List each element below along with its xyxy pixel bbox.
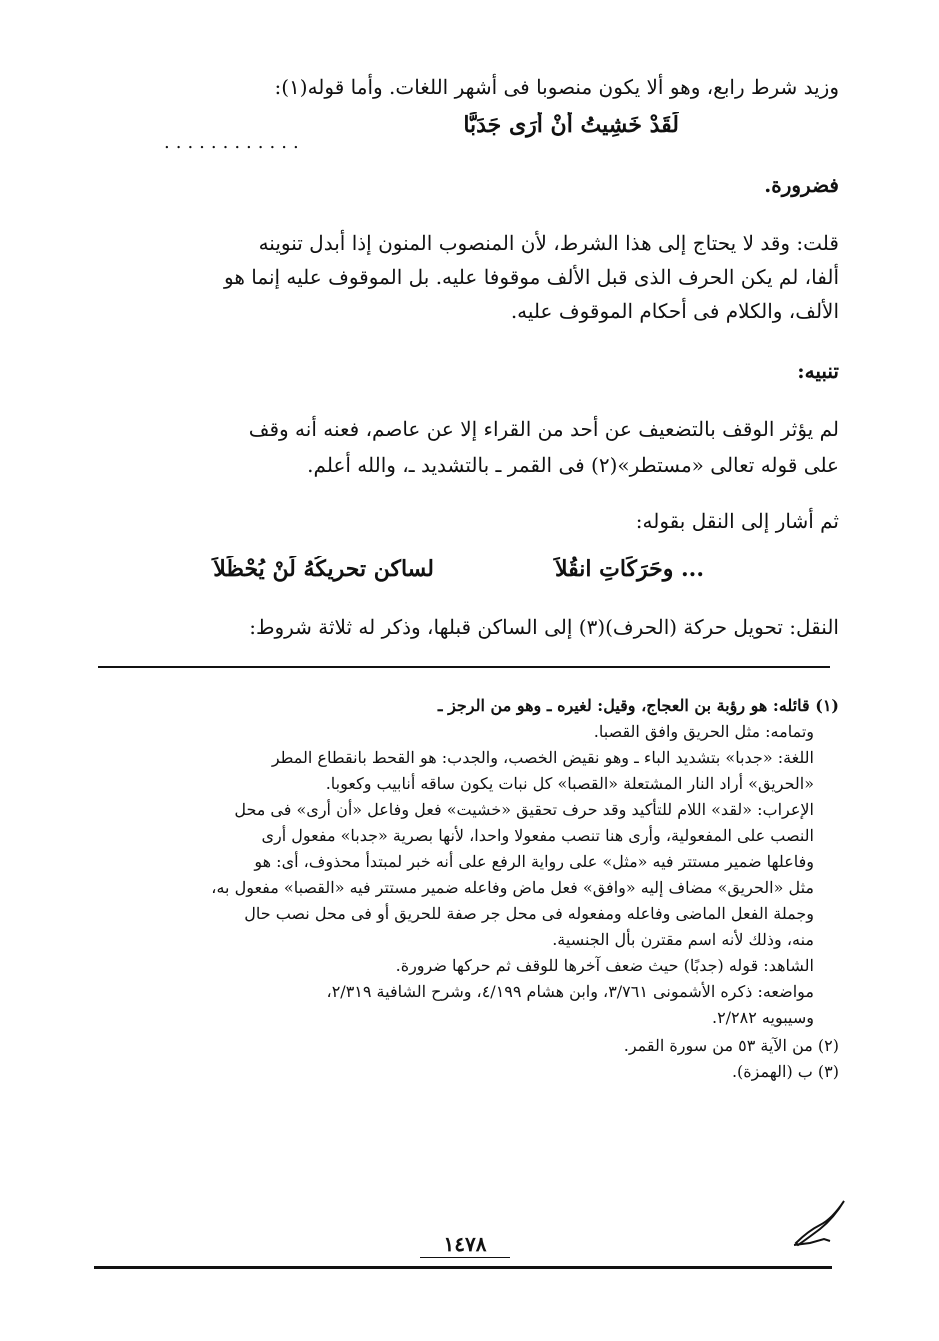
footnote-1-line-7: وفاعلها ضمير مستتر فيه «مثل» على رواية الرفع على أنه خبر لمبتدأ محذوف، أى: هو: [254, 852, 814, 871]
verse-2-right: ... وحَرَكَاتِ انقُلاَ: [554, 556, 704, 582]
footnote-1-line-10: منه، وذلك لأنه اسم مقترن بأل الجنسية.: [552, 930, 814, 949]
verse-2-left: لساكنٍ تحريكُهُ لَنْ يُحْظَلاَ: [213, 556, 434, 582]
footnote-1-line-13: وسيبويه ٢/٢٨٢.: [711, 1008, 814, 1027]
footnote-1-line-3: اللغة: «جدبا» بتشديد الباء ـ وهو نقيض الخصب، والجدب: هو القحط بانقطاع المطر: [271, 748, 814, 767]
para1-line-1: قلت: وقد لا يحتاج إلى هذا الشرط، لأن المنصوب المنون إذا أبدل تنوينه: [258, 231, 839, 255]
bottom-rule: [94, 1266, 832, 1269]
footnote-2: (٢) من الآية ٥٣ من سورة القمر.: [623, 1036, 839, 1055]
footnote-1-line-11: الشاهد: قوله (جدبًا) حيث ضعف آخرها للوقف ثم حركها ضرورة.: [395, 956, 814, 975]
body-line-1: وزيد شرط رابع، وهو ألا يكون منصوبا فى أشهر اللغات. وأما قوله(١):: [274, 75, 839, 99]
para1-line-3: الألف، والكلام فى أحكام الموقوف عليه.: [510, 299, 839, 323]
page-number-underline: [420, 1257, 510, 1258]
footnote-1-line-5: الإعراب: «لقد» اللام للتأكيد وقد حرف تحقيق «خشيت» فعل وفاعل «أن أرى» فى محل: [234, 800, 814, 819]
body-line-2: فضرورة.: [764, 173, 839, 197]
para1-line-2: ألفا، لم يكن الحرف الذى قبل الألف موقوفا عليه. بل الموقوف عليه إنما هو: [224, 265, 839, 289]
footnote-1-line-4: «الحريق» أراد النار المشتعلة «القصبا» كل نبات يكون ساقه أنابيب وكعوبا.: [325, 774, 814, 793]
para4-line: النقل: تحويل حركة (الحرف)(٣) إلى الساكن قبلها، وذكر له ثلاثة شروط:: [249, 615, 839, 639]
footnote-1-line-2: وتمامه: مثل الحريق وافق القصبا.: [593, 722, 814, 741]
footnote-1-line-1: (١) قائله: هو رؤبة بن العجاج، وقيل: لغيره ـ وهو من الرجز ـ: [437, 696, 839, 715]
quill-signature-icon: [790, 1195, 850, 1255]
footnote-3: (٣) ب (الهمزة).: [731, 1062, 839, 1081]
para2-line-2: على قوله تعالى «مستطر»(٢) فى القمر ـ بالتشديد ـ، والله أعلم.: [307, 453, 839, 477]
heading-tanbih: تنبيه:: [797, 359, 839, 383]
footnote-1-line-8: مثل «الحريق» مضاف إليه «وافق» فعل ماض وفاعله ضمير مستتر فيه «القصبا» مفعول به،: [211, 878, 814, 897]
footnote-separator: [98, 666, 830, 668]
para2-line-1: لم يؤثر الوقف بالتضعيف عن أحد من القراء إلا عن عاصم، فعنه أنه وقف: [248, 417, 839, 441]
footnote-1-line-12: مواضعه: ذكره الأشمونى ٣/٧٦١، وابن هشام ٤/١٩٩، وشرح الشافية ٢/٣١٩،: [326, 982, 814, 1001]
footnote-1-line-9: وجملة الفعل الماضى وفاعله ومفعوله فى محل جر صفة للحريق أو فى محل نصب حال: [244, 904, 814, 923]
ellipsis-dots: ............: [164, 132, 305, 153]
verse-1: لَقَدْ خَشِيتُ أَنْ أَرَى جَدَبَّا: [463, 112, 679, 138]
page-number: ١٤٧٨: [443, 1232, 487, 1256]
footnote-1-line-6: النصب على المفعولية، وأرى هنا تنصب مفعولا واحدا، لأنها بصرية «جدبا» مفعول أرى: [261, 826, 814, 845]
para3-line: ثم أشار إلى النقل بقوله:: [635, 509, 839, 533]
